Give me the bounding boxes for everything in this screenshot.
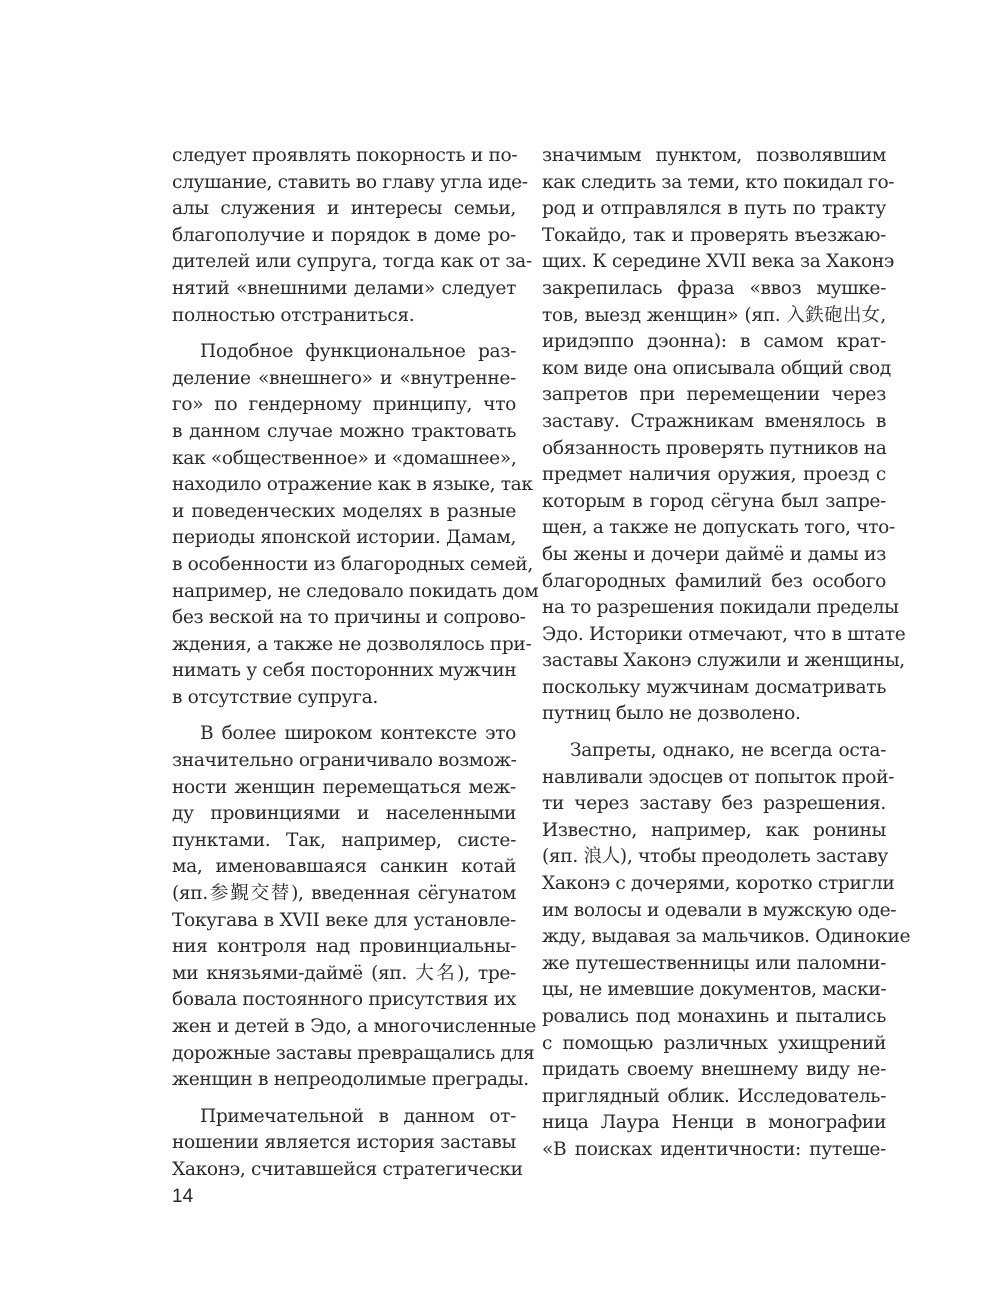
text-line: следует проявлять покорность и по- bbox=[172, 145, 518, 166]
text-line: обязанность проверять путников на bbox=[542, 437, 887, 459]
text-line: в особенности из благородных семей, bbox=[172, 553, 533, 575]
text-line: значительно ограничивало возмож- bbox=[172, 750, 517, 772]
text-line: им волосы и одевали в мужскую оде- bbox=[542, 899, 897, 921]
paragraph bbox=[542, 738, 911, 1164]
text-line: Токугава в XVII веке для установле- bbox=[172, 909, 516, 931]
text-line: алы служения и интересы семьи, bbox=[172, 198, 516, 220]
text-line: благополучие и порядок в доме ро- bbox=[172, 224, 516, 246]
text-line: ми князьями-даймё (яп. 大名), тре- bbox=[172, 962, 516, 984]
text-line: Токайдо, так и проверять въезжаю- bbox=[542, 224, 886, 246]
text-line: значимым пунктом, позволявшим bbox=[542, 145, 886, 166]
text-line: с помощью различных ухищрений bbox=[542, 1032, 886, 1054]
text-line: цы, не имевшие документов, маски- bbox=[542, 979, 887, 1001]
paragraph bbox=[542, 143, 906, 728]
paragraph bbox=[172, 339, 539, 711]
text-line: ждения, а также не дозволялось при- bbox=[172, 633, 532, 655]
text-line: слушание, ставить во главу угла иде- bbox=[172, 171, 528, 193]
text-line: в отсутствие супруга. bbox=[172, 686, 378, 708]
text-line: дорожные заставы превращались для bbox=[172, 1042, 535, 1064]
text-line: ница Лаура Ненци в монографии bbox=[542, 1112, 886, 1134]
text-line: ношении является история заставы bbox=[172, 1132, 516, 1154]
text-line: ти через заставу без разрешения. bbox=[542, 793, 886, 815]
text-line: навливали эдосцев от попыток прой- bbox=[542, 766, 895, 788]
text-line: (яп. 浪人), чтобы преодолеть заставу bbox=[542, 846, 888, 868]
text-line: бовала постоянного присутствия их bbox=[172, 989, 516, 1011]
text-line: и поведенческих моделях в разные bbox=[172, 500, 516, 522]
paragraph bbox=[172, 721, 537, 1093]
text-line: иридэппо дэонна): в самом крат- bbox=[542, 331, 886, 353]
text-line: деление «внешнего» и «внутренне- bbox=[172, 367, 516, 389]
text-line: щих. К середине XVII века за Хаконэ bbox=[542, 251, 894, 273]
text-line: (яп.参覲交替), введенная сёгунатом bbox=[172, 883, 516, 905]
text-line: Примечательной в данном от- bbox=[200, 1105, 516, 1127]
text-line: ровались под монахинь и пытались bbox=[542, 1006, 886, 1027]
text-line: Подобное функциональное раз- bbox=[200, 341, 516, 363]
text-line: ду провинциями и населенными bbox=[172, 803, 516, 825]
text-line: придать своему внешнему виду не- bbox=[542, 1059, 886, 1081]
text-line: Эдо. Историки отмечают, что в штате bbox=[542, 623, 906, 645]
text-line: например, не следовало покидать дом bbox=[172, 580, 539, 602]
text-line: пунктами. Так, например, систе- bbox=[172, 829, 516, 851]
text-line: запретов при перемещении через bbox=[542, 384, 886, 406]
text-line: ности женщин перемещаться меж- bbox=[172, 776, 516, 798]
text-line: Хаконэ, считавшейся стратегически bbox=[172, 1158, 523, 1180]
text-line: закрепилась фраза «ввоз мушке- bbox=[542, 277, 886, 299]
text-line: заставу. Стражникам вменялось в bbox=[542, 410, 886, 432]
text-line: находило отражение как в языке, так bbox=[172, 474, 533, 496]
text-line: на то разрешения покидали пределы bbox=[542, 597, 899, 619]
text-line: нятий «внешними делами» следует bbox=[172, 277, 516, 299]
text-line: жен и детей в Эдо, а многочисленные bbox=[172, 1016, 537, 1037]
text-line: предмет наличия оружия, проезд с bbox=[542, 464, 886, 486]
text-line: ния контроля над провинциальны- bbox=[172, 936, 516, 958]
text-line: «В поисках идентичности: путеше- bbox=[542, 1138, 886, 1160]
text-line: ком виде она описывала общий свод bbox=[542, 357, 891, 379]
text-line: го» по гендерному принципу, что bbox=[172, 394, 516, 416]
text-line: Запреты, однако, не всегда оста- bbox=[570, 740, 886, 762]
right-column bbox=[542, 143, 911, 1164]
text-line: щен, а также не допускать того, что- bbox=[542, 517, 895, 539]
paragraph bbox=[172, 1104, 523, 1184]
text-line: поскольку мужчинам досматривать bbox=[542, 676, 886, 698]
text-line: без веской на то причины и сопрово- bbox=[172, 607, 526, 629]
text-line: полностью отстраниться. bbox=[172, 304, 415, 326]
text-line: нимать у себя посторонних мужчин bbox=[172, 660, 517, 682]
text-line: же путешественницы или паломни- bbox=[542, 952, 886, 974]
text-line: заставы Хаконэ служили и женщины, bbox=[542, 650, 905, 672]
text-line: женщин в непреодолимые преграды. bbox=[172, 1069, 529, 1091]
text-line: как следить за теми, кто покидал го- bbox=[542, 171, 895, 193]
text-line: бы жены и дочери даймё и дамы из bbox=[542, 543, 886, 565]
left-column bbox=[172, 143, 539, 1184]
page-number: 14 bbox=[172, 1186, 194, 1207]
paragraph bbox=[172, 143, 532, 329]
text-line: благородных фамилий без особого bbox=[542, 570, 886, 592]
text-line: периоды японской истории. Дамам, bbox=[172, 527, 517, 549]
text-line: которым в город сёгуна был запре- bbox=[542, 490, 886, 512]
text-line: Известно, например, как ронины bbox=[542, 819, 886, 841]
text-line: жду, выдавая за мальчиков. Одинокие bbox=[542, 926, 911, 948]
text-line: В более широком контексте это bbox=[200, 723, 516, 745]
text-line: род и отправлялся в путь по тракту bbox=[542, 198, 886, 220]
text-line: путниц было не дозволено. bbox=[542, 703, 801, 725]
text-line: дителей или супруга, тогда как от за- bbox=[172, 251, 532, 273]
text-line: как «общественное» и «домашнее», bbox=[172, 447, 517, 469]
text-line: Хаконэ с дочерями, коротко стригли bbox=[542, 873, 895, 895]
text-line: ма, именовавшаяся санкин котай bbox=[172, 856, 516, 878]
text-line: приглядный облик. Исследователь- bbox=[542, 1085, 886, 1107]
text-line: в данном случае можно трактовать bbox=[172, 420, 516, 442]
text-line: тов, выезд женщин» (яп. 入鉄砲出女, bbox=[542, 304, 886, 326]
